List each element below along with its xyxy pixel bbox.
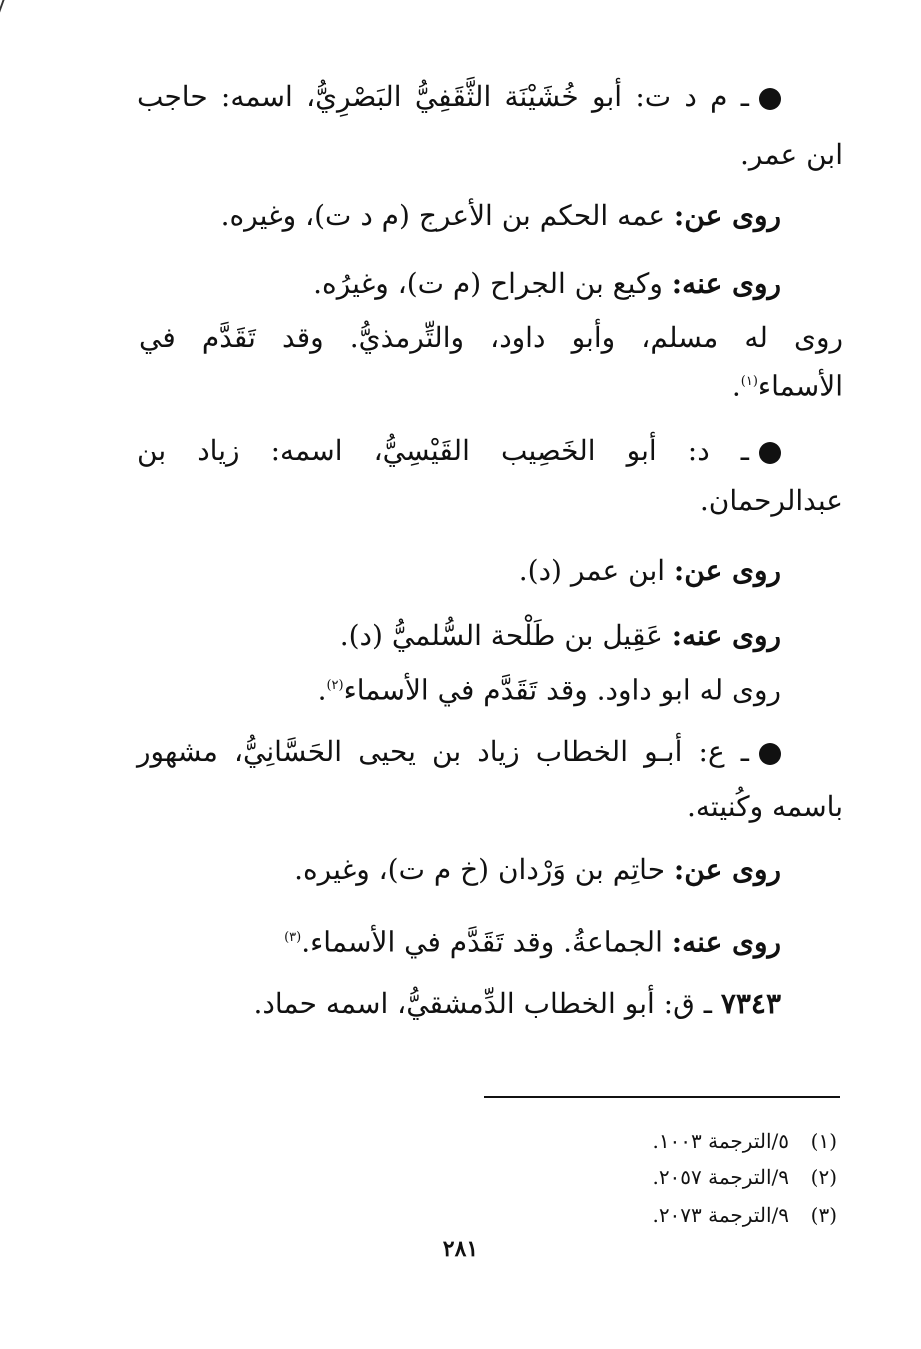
entry-note-text: الأسماء — [757, 369, 843, 403]
period: . — [317, 673, 327, 707]
narrated-from-label: روى عن: — [673, 853, 781, 886]
footnote-divider — [484, 1096, 840, 1098]
narrated-by-label: روى عنه: — [671, 619, 781, 652]
footnote-text: ٩/الترجمة ٢٠٧٣. — [652, 1203, 789, 1227]
narrated-by-label: روى عنه: — [671, 267, 781, 300]
narrated-from-label: روى عن: — [673, 554, 781, 587]
narrated-by — [313, 264, 781, 304]
entry-heading-continued: ابن عمر. — [739, 138, 843, 171]
entry-note-text: روى له ابو داود. وقد تَقَدَّم في الأسماء — [343, 673, 781, 707]
narrated-from — [294, 850, 781, 890]
entry-note-continued — [732, 362, 843, 406]
entry-heading — [137, 77, 781, 117]
page-number: ٢٨١ — [442, 1236, 479, 1262]
entry-heading — [137, 732, 781, 772]
narrated-from — [221, 196, 781, 236]
entry-note: روى له مسلم، وأبو داود، والتِّرمذيُّ. وقد تَقَدَّم في — [139, 321, 843, 354]
footnote-text: ٩/الترجمة ٢٠٥٧. — [652, 1165, 789, 1189]
entry-text: ـ ق: أبو الخطاب الدِّمشقيُّ، اسمه حماد. — [253, 987, 721, 1020]
narrated-from-text: عمه الحكم بن الأعرج (م د ت)، وغيره. — [220, 199, 674, 232]
bullet-icon — [759, 442, 781, 464]
entry-heading-text: ـ ع: أبـو الخطاب زياد بن يحيى الحَسَّانِيُّ، مشهور — [137, 735, 749, 768]
footnote-ref: (٢) — [326, 678, 344, 693]
entry-numbered — [254, 984, 781, 1024]
footnote-number: (١) — [810, 1129, 837, 1153]
narrated-from-text: حاتِم بن وَرْدان (خ م ت)، وغيره. — [294, 853, 674, 886]
footnote-ref: (٣) — [284, 930, 302, 945]
narrated-by — [284, 918, 781, 962]
bullet-icon — [759, 743, 781, 765]
page-corner-mark — [0, 0, 11, 14]
entry-heading-continued: باسمه وكُنيته. — [687, 790, 843, 823]
footnote-text: ٥/الترجمة ١٠٠٣. — [652, 1129, 789, 1153]
footnote — [652, 1164, 837, 1190]
narrated-from-label: روى عن: — [673, 199, 781, 232]
entry-heading-continued: عبدالرحمان. — [699, 484, 843, 517]
narrated-by-text: وكيع بن الجراح (م ت)، وغيرُه. — [313, 267, 672, 300]
narrated-by-label: روى عنه: — [671, 925, 781, 959]
footnote-ref: (١) — [740, 374, 758, 389]
footnote-number: (٢) — [810, 1165, 837, 1189]
footnote — [652, 1128, 837, 1154]
footnote — [652, 1202, 837, 1228]
narrated-from-text: ابن عمر (د). — [518, 554, 674, 587]
entry-heading — [137, 431, 781, 471]
entry-heading-text: ـ م د ت: أبو خُشَيْنَة الثَّقَفِيُّ البَصْرِيُّ، اسمه: حاجب — [137, 80, 749, 113]
entry-note — [318, 666, 781, 710]
entry-number: ٧٣٤٣ — [720, 987, 781, 1020]
footnote-number: (٣) — [810, 1203, 837, 1227]
bullet-icon — [759, 88, 781, 110]
narrated-by-text: الجماعةُ. وقد تَقَدَّم في الأسماء. — [301, 925, 672, 959]
entry-heading-text: ـ د: أبو الخَصِيب القَيْسِيُّ، اسمه: زياد بن — [137, 434, 749, 467]
narrated-by — [340, 616, 781, 656]
narrated-by-text: عَقِيل بن طَلْحة السُّلميُّ (د). — [339, 619, 672, 652]
narrated-from — [519, 551, 781, 591]
period: . — [731, 369, 741, 403]
